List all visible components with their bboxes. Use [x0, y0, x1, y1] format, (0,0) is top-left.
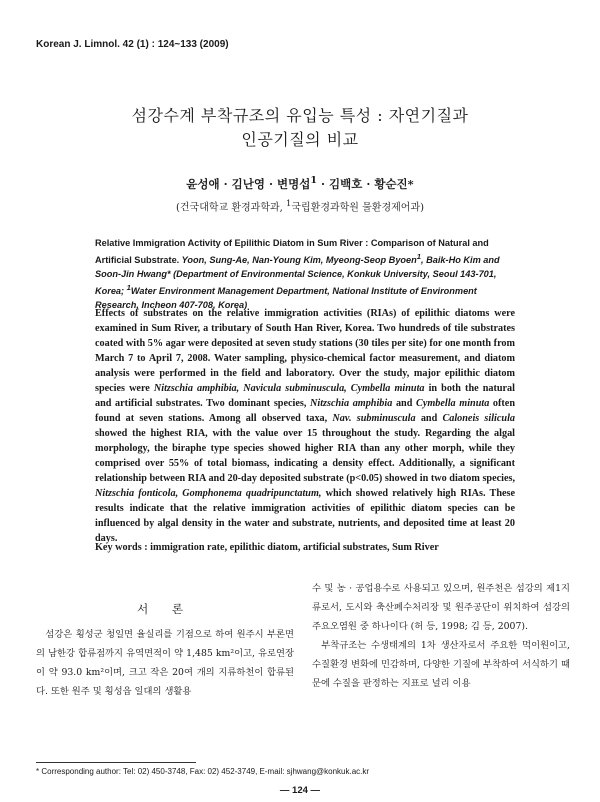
species-name: Caloneis silicula: [442, 413, 515, 424]
english-title: Relative Immigration Activity of Epilithic Diatom in Sum River : Comparison of Natural and Artificial Substrate.: [95, 238, 489, 266]
species-name: Nitzschia amphibia, Navicula subminuscula, Cymbella minuta: [153, 383, 425, 394]
abstract-text: Effects of substrates on the relative immigration activities (RIAs) of epilithic diatoms were examined in Sum River, a tributary of South Han River, Korea. Two hundreds of tile substrates coated with 5% agar were deposited at seven study stations (30 tiles per site) for one month from March 7 to April 7, 2008. Water sampling, physico-chemical factor measurement, and diatom analysis were performed in the field and laboratory. Over the study, major epilithic diatom species were: [95, 308, 515, 394]
abstract-text: in both the natural and artificial substrates. Two dominant species,: [95, 383, 515, 409]
title-line-1: 섬강수계 부착규조의 유입능 특성 : 자연기질과: [131, 106, 469, 125]
species-name: Nitzschia fonticola, Gomphonema quadripunctatum,: [95, 488, 322, 499]
left-column: [36, 600, 294, 701]
abstract-text: which showed relatively high RIAs. These results indicate that the relative immigration activities of epilithic diatom species can be influenced by algal density in the water and substrate, nutrients, and deposited time at least 20 days.: [95, 488, 515, 544]
abstract-text: and: [415, 413, 443, 424]
affiliation-korean: [60, 198, 540, 213]
corresponding-mark: *: [407, 176, 414, 191]
intro-paragraph-continued: 수 및 농 · 공업용수로 사용되고 있으며, 원주천은 섬강의 제1지류로서, 도시와 축산폐수처리장 및 원주공단이 위치하여 섬강의 주요오염원 중 하나이다 (허 등, 1998; 김 등, 2007).: [312, 583, 570, 632]
right-column: [312, 579, 570, 693]
paper-title-korean: [60, 104, 540, 152]
authors-part-2: · 김백호 · 황순진: [316, 176, 408, 191]
english-affil-2: Water Environment Management Department, National Institute of Environment Research, Incheon 407-708, Korea): [95, 286, 477, 311]
species-name: Nitzschia amphibia: [310, 398, 393, 409]
page-number: — 124 —: [279, 785, 321, 796]
abstract: [95, 306, 515, 546]
affil-part-1: (건국대학교 환경과학과,: [175, 202, 287, 214]
intro-paragraph-2: 부착규조는 수생태계의 1차 생산자로서 주요한 먹이원이고, 수질환경 변화에 민감하며, 다양한 기질에 부착하여 서식하기 때문에 수질을 판정하는 지표로 널리 이용: [312, 640, 570, 689]
authors-korean: [60, 175, 540, 192]
abstract-text: often found at seven stations. Among all observed taxa,: [95, 398, 515, 424]
english-title-block: [95, 236, 515, 312]
author-superscript: 1: [310, 175, 317, 186]
corresponding-author-footnote: * Corresponding author: Tel: 02) 450-3748, Fax: 02) 452-3749, E-mail: sjhwang@konkuk.ac.kr: [36, 767, 370, 776]
authors-part-1: 윤성애 · 김난영 · 변명섭: [186, 176, 311, 191]
english-authors: Yoon, Sung-Ae, Nan-Young Kim, Myeong-Seop Byoen: [179, 255, 417, 266]
journal-citation: Korean J. Limnol. 42 (1) : 124~133 (2009): [36, 39, 229, 50]
english-affil-1: , Baik-Ho Kim and Soon-Jin Hwang* (Department of Environmental Science, Konkuk University, Seoul 143-701, Korea;: [95, 255, 500, 297]
abstract-text: showed the highest RIA, with the value over 15 throughout the study. Regarding the algal morphology, the biraphe type species showed higher RIA than any other morph, while they comprised over 55% of total biomass, indicating a density effect. Additionally, a significant relationship between RIA and 20-day deposited substrate (p<0.05) showed in two diatom species,: [95, 428, 515, 484]
title-line-2: 인공기질의 비교: [241, 130, 359, 149]
section-heading-introduction: 서 론: [137, 602, 193, 616]
english-sup-1: 1: [416, 252, 422, 261]
species-name: Cymbella minuta: [416, 398, 490, 409]
affil-superscript: 1: [286, 198, 292, 208]
abstract-text: and: [392, 398, 417, 409]
affil-part-2: 국립환경과학원 물환경제어과): [291, 202, 425, 214]
footnote-divider: [36, 762, 196, 763]
english-sup-2: 1: [126, 283, 131, 293]
species-name: Nav. subminuscula: [332, 413, 416, 424]
keywords: Key words : immigration rate, epilithic diatom, artificial substrates, Sum River: [95, 542, 439, 553]
intro-paragraph-1: 섬강은 횡성군 청일면 율실리를 기점으로 하여 원주시 부론면의 남한강 합류점까지 유역면적이 약 1,485 km²이고, 유로연장이 약 93.0 km²이며, 크고 작은 20여 개의 지류하천이 합류된다. 또한 원주 및 횡성읍 일대의 생활용: [36, 629, 294, 697]
